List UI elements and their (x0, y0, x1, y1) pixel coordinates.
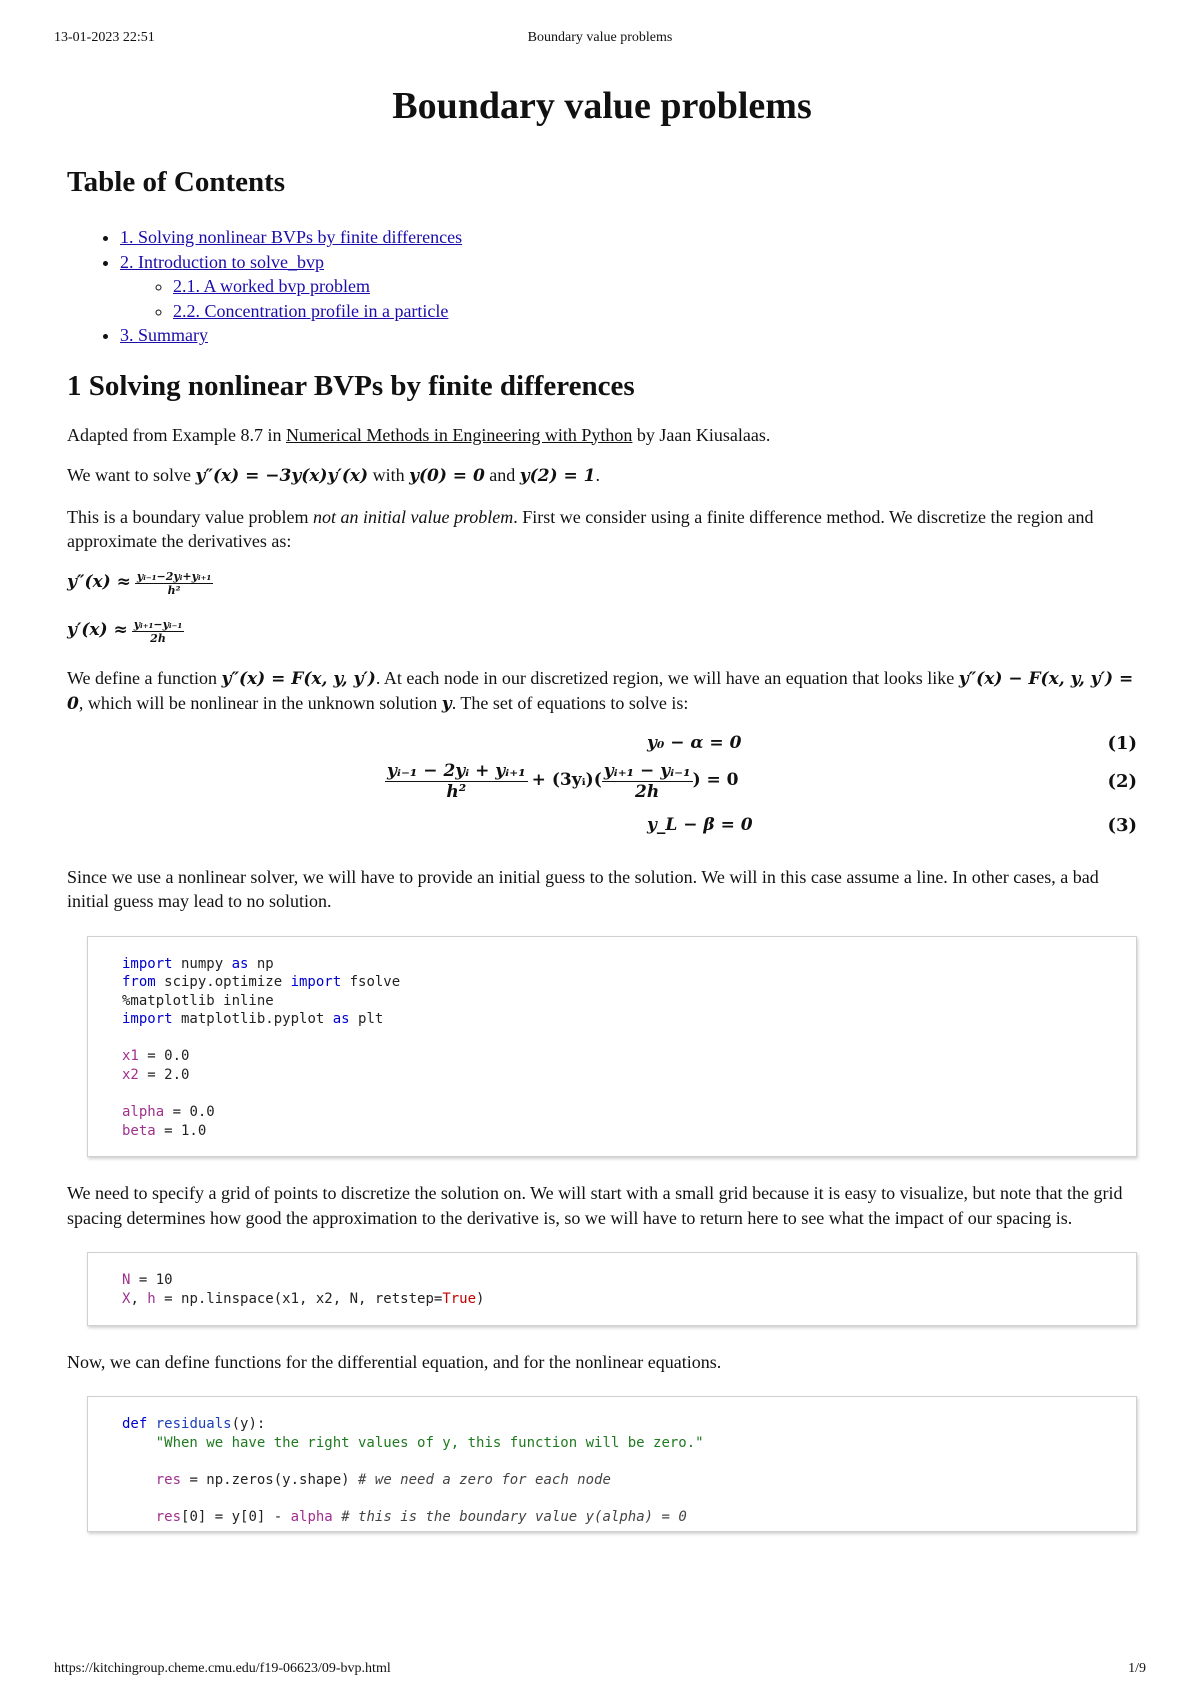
code-text: = np.zeros(y.shape) (181, 1471, 359, 1488)
text-run: . At each node in our discretized region, we will have an equation that looks like (375, 667, 959, 688)
code-text: scipy.optimize (155, 974, 291, 991)
toc-heading: Table of Contents (67, 166, 286, 198)
page-number: 1/9 (1128, 1661, 1146, 1676)
code-block-grid[interactable] (87, 1252, 1137, 1325)
code-keyword: import (290, 974, 342, 991)
code-function-name: residuals (155, 1416, 232, 1433)
toc-subitem (173, 299, 1137, 324)
inline-equation: y (441, 694, 452, 714)
code-text: = 0.0 (164, 1104, 215, 1121)
text-run: . (595, 465, 600, 485)
equation-fraction (385, 761, 528, 802)
print-header (54, 30, 1146, 50)
code-content (122, 1415, 1102, 1527)
code-text: matplotlib.pyplot (172, 1011, 333, 1028)
code-keyword: def (122, 1416, 148, 1433)
toc-subitem (173, 274, 1137, 299)
approx-lhs: y″(x) ≈ (67, 571, 131, 592)
toc-link-section-3[interactable]: 3. Summary (120, 325, 208, 345)
code-text: = np.linspace(x1, x2, N, retstep= (155, 1291, 443, 1308)
text-run: with (368, 465, 410, 485)
grid-paragraph: We need to specify a grid of points to discretize the solution on. We will start with a small grid because it is easy to visualize, but note that the grid spacing determines how good the approximation to the derivative is, so we will have to return here to see what the impact of our spacing is. (67, 1183, 1123, 1228)
fraction-denominator: h² (167, 583, 181, 597)
code-keyword: import (122, 955, 173, 972)
code-indent (122, 1472, 156, 1488)
inline-equation: y″(x) = F(x, y, y′) (221, 668, 376, 689)
code-variable: x1 (122, 1048, 139, 1065)
second-derivative-approximation (67, 570, 1137, 600)
code-indent (122, 1509, 156, 1525)
equation-body (385, 761, 739, 802)
code-comment: # this is the boundary value y(alpha) = 0 (341, 1509, 687, 1526)
code-block-residuals[interactable] (87, 1396, 1137, 1532)
toc-item (120, 225, 1137, 250)
method-paragraph (67, 505, 1137, 554)
attribution-text-before: Adapted from Example 8.7 in (67, 424, 286, 445)
attribution-text-after: by Jaan Kiusalaas. (632, 424, 771, 445)
fraction-numerator: yᵢ₊₁−yᵢ₋₁ (133, 617, 183, 631)
code-text: , (130, 1291, 148, 1308)
code-constant: True (442, 1291, 477, 1308)
code-variable: X (122, 1291, 131, 1308)
equation-operator: ) = 0 (692, 769, 739, 790)
book-link[interactable]: Numerical Methods in Engineering with Python (285, 424, 633, 445)
code-keyword: from (122, 974, 156, 991)
code-text: fsolve (341, 974, 401, 991)
ode-equation: y″(x) = −3y(x)y′(x) (195, 466, 369, 486)
code-variable: res (155, 1509, 182, 1526)
document-body (67, 84, 1137, 1556)
approx-fraction (132, 618, 185, 645)
text-run: We want to solve (67, 465, 196, 485)
toc-link-section-2-2[interactable]: 2.2. Concentration profile in a particle (173, 300, 449, 321)
code-text: %matplotlib inline (122, 992, 274, 1009)
toc-link-section-1[interactable]: 1. Solving nonlinear BVPs by finite differences (120, 227, 463, 247)
code-text: = 2.0 (138, 1067, 190, 1084)
section-heading: 1 Solving nonlinear BVPs by finite differences (67, 369, 635, 402)
code-text: ) (476, 1291, 485, 1308)
code-text: = 10 (130, 1272, 173, 1289)
code-variable: h (147, 1291, 156, 1308)
code-variable: x2 (122, 1067, 139, 1084)
text-run: . The set of equations to solve is: (451, 693, 689, 713)
code-keyword: as (231, 955, 249, 972)
equation-system (67, 733, 1137, 851)
toc-link-section-2[interactable]: 2. Introduction to solve_bvp (120, 251, 324, 272)
text-run: . First we consider using a finite difference method. We discretize the region and approximate the derivatives as: (67, 506, 1094, 551)
problem-statement (67, 463, 1137, 489)
attribution-paragraph (67, 423, 1137, 448)
code-variable: beta (122, 1122, 156, 1139)
code-text: = 1.0 (155, 1122, 207, 1139)
toc-item (120, 323, 1137, 348)
toc-link-section-2-1[interactable]: 2.1. A worked bvp problem (173, 276, 370, 296)
equation-operator: + (3yᵢ)( (531, 769, 602, 790)
functions-paragraph: Now, we can define functions for the differential equation, and for the nonlinear equations. (67, 1351, 722, 1372)
text-run: , which will be nonlinear in the unknown solution (78, 693, 442, 713)
print-footer (54, 1661, 1146, 1681)
fraction-denominator: 2h (635, 781, 660, 802)
text-run: We define a function (67, 667, 222, 688)
code-text: plt (349, 1011, 384, 1028)
code-block-imports[interactable] (87, 936, 1137, 1158)
boundary-condition-right: y(2) = 1 (519, 466, 596, 486)
code-text: np (248, 955, 274, 972)
initial-guess-paragraph: Since we use a nonlinear solver, we will have to provide an initial guess to the solution. We will in this case assume a line. In other cases, a bad initial guess may lead to no solution. (67, 866, 1099, 911)
emphasis-text: not an initial value problem (312, 506, 514, 527)
fraction-numerator: yᵢ₋₁ − 2yᵢ + yᵢ₊₁ (387, 760, 526, 781)
equation-body: y_L − β = 0 (647, 814, 753, 835)
table-of-contents (67, 225, 1137, 348)
page-title: Boundary value problems (392, 85, 812, 127)
code-variable: alpha (122, 1104, 165, 1121)
code-text: = 0.0 (138, 1048, 190, 1065)
print-page-title: Boundary value problems (527, 30, 673, 45)
first-derivative-approximation (67, 618, 1137, 648)
code-content (122, 1271, 1102, 1308)
code-indent (122, 1435, 156, 1451)
code-variable: res (155, 1471, 182, 1488)
code-content (122, 955, 1102, 1141)
equation-number: (3) (1107, 814, 1137, 836)
toc-sublist (120, 274, 1137, 323)
approx-lhs: y′(x) ≈ (67, 619, 128, 640)
print-url: https://kitchingroup.cheme.cmu.edu/f19-06623/09-bvp.html (54, 1661, 391, 1676)
fraction-denominator: 2h (150, 631, 166, 645)
equation-fraction (602, 761, 693, 802)
code-comment: # we need a zero for each node (358, 1471, 611, 1488)
text-run: This is a boundary value problem (67, 506, 313, 527)
code-docstring: "When we have the right values of y, this function will be zero." (155, 1434, 704, 1451)
print-timestamp: 13-01-2023 22:51 (54, 30, 155, 45)
code-text (333, 1509, 341, 1525)
code-keyword: as (332, 1011, 350, 1028)
fraction-numerator: yᵢ₋₁−2yᵢ+yᵢ₊₁ (136, 569, 212, 583)
approx-fraction (135, 570, 213, 597)
inline-equation: y″(x) − F(x, y, y′) = 0 (67, 668, 1134, 714)
code-variable: alpha (290, 1509, 333, 1526)
text-run: and (484, 465, 520, 485)
code-keyword: import (122, 1011, 173, 1028)
code-text: (y): (231, 1416, 266, 1433)
code-text: [0] = y[0] - (181, 1509, 291, 1526)
code-variable: N (122, 1272, 131, 1289)
equation-body: y₀ − α = 0 (647, 732, 742, 753)
equation-number: (1) (1107, 732, 1137, 754)
function-definition-paragraph (67, 666, 1137, 717)
code-text: numpy (172, 955, 232, 972)
equation-number: (2) (1107, 770, 1137, 792)
boundary-condition-left: y(0) = 0 (409, 466, 485, 486)
toc-item (120, 250, 1137, 324)
fraction-denominator: h² (446, 781, 467, 802)
fraction-numerator: yᵢ₊₁ − yᵢ₋₁ (603, 760, 691, 781)
